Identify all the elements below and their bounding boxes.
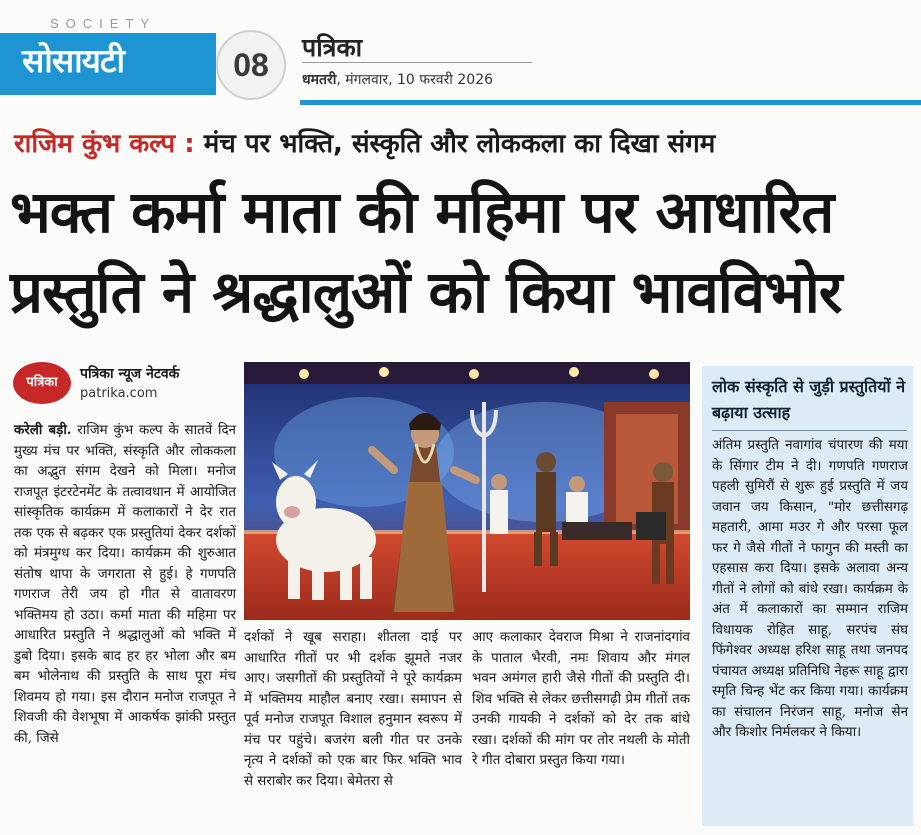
- dateline: [302, 70, 493, 89]
- headline-line-2: प्रस्तुति ने श्रद्धालुओं को किया भावविभोर: [10, 258, 842, 326]
- sidebar-divider: [712, 430, 907, 431]
- article-column-3: [472, 628, 690, 772]
- sidebar-text: अंतिम प्रस्तुति नवागांव चंपारण की मया के सिंगार टीम ने दी। गणपति गणराज पहली सुमिरौं से शुरू हुई प्रस्तुति में जय जवान जय किसान, "मोर छत्तीसगढ़ महतारी, आमा मउर गे और परसा फूल फर गे जैसे गीतों ने फागुन की मस्ती का एहसास करा दिया। इसके अलावा अन्य गीतों ने लोगों को बांधे रखा। कार्यक्रम के अंत में कलाकारों का सम्मान राजिम विधायक रोहित साहू, सरपंच संघ फिंगेश्वर अध्यक्ष हरिश साहू तथा जनपद पंचायत अध्यक्ष प्रतिनिधि नेहरू साहू द्वारा स्मृति चिन्ह भेंट कर किया गया। कार्यक्रम का संचालन निरंजन साहू, मनोज सेन और किशोर निर्मलकर ने किया।: [712, 438, 908, 740]
- dateline-date: , मंगलवार, 10 फरवरी 2026: [336, 72, 494, 88]
- page-number: 08: [216, 30, 286, 100]
- kicker-text: मंच पर भक्ति, संस्कृति और लोककला का दिखा संगम: [203, 129, 716, 159]
- article-place: करेली बड़ी.: [14, 422, 72, 438]
- section-banner: [0, 33, 216, 95]
- patrika-logo: पत्रिका: [13, 362, 71, 404]
- article-text-1: राजिम कुंभ कल्प के सातवें दिन मुख्य मंच पर भक्ति, संस्कृति और लोककला का अद्भुत संगम देखने को मिला। मनोज राजपूत इंटरटेनमेंट के तत्वावधान में आयोजित सांस्कृतिक कार्यक्रम में कलाकारों ने देर रात तक एक से बढ़कर एक प्रस्तुतियां देकर दर्शकों को मंत्रमुग्ध कर दिया। कार्यक्रम की शुरुआत संतोष थापा के जगराता से हुई। हे गणपति गणराज तेरी जय हो गीत से वातावरण भक्तिमय हो उठा। कर्मा माता की महिमा पर आधारित प्रस्तुति ने श्रद्धालुओं को भक्ति में डुबो दिया। इसके बाद हर हर भोला और बम बम भोलेनाथ की प्रस्तुति के साथ पूरा मंच शिवमय हो गया। इस दौरान मनोज राजपूत ने शिवजी की वेशभूषा में आकर्षक झांकी प्रस्तुत की, जिसे: [14, 423, 236, 746]
- sidebar-heading: लोक संस्कृति से जुड़ी प्रस्तुतियों ने बढ़ाया उत्साह: [712, 377, 906, 422]
- headline-line-1: भक्त कर्मा माता की महिमा पर आधारित: [10, 178, 834, 246]
- article-text-2: दर्शकों ने खूब सराहा। शीतला दाई पर आधारित गीतों पर भी दर्शक झूमते नजर आए। जसगीतों की प्रस्तुतियों ने पूरे कार्यक्रम में भक्तिमय माहौल बनाए रखा। समापन से पूर्व मनोज राजपूत विशाल हनुमान स्वरूप में मंच पर पहुंचे। बजरंग बली गीत पर उनके नृत्य ने दर्शकों को एक बार फिर भक्ति भाव से सराबोर कर दिया। बेमेतरा से: [244, 630, 462, 789]
- masthead-rule: [300, 100, 921, 105]
- masthead-divider: [302, 62, 532, 63]
- dateline-city: धमतरी: [302, 72, 337, 88]
- byline-url: patrika.com: [80, 386, 158, 401]
- article-column-1: [14, 420, 236, 749]
- article-text-3: आए कलाकार देवराज मिश्रा ने राजनांदगांव के पाताल भैरवी, नमः शिवाय और मंगल भवन अमंगल हारी जैसे गीतों की प्रस्तुति दी। शिव भक्ति से लेकर छत्तीसगढ़ी प्रेम गीतों तक उनकी गायकी ने दर्शकों को देर तक बांधे रखा। दर्शकों की मांग पर तोर नथली के मोती रे गीत दोबारा प्रस्तुत किया गया।: [472, 630, 690, 768]
- kicker-label: राजिम कुंभ कल्प :: [14, 129, 195, 159]
- section-label-hindi: सोसायटी: [22, 41, 125, 80]
- newspaper-brand: पत्रिका: [302, 33, 363, 62]
- headline: [10, 172, 915, 332]
- byline-name: पत्रिका न्यूज नेटवर्क: [80, 366, 180, 382]
- article-column-2: [244, 628, 462, 792]
- stage-performance-photo: [244, 362, 690, 620]
- photo-illustration: [244, 362, 690, 620]
- sidebar-column: [712, 436, 908, 744]
- section-label-english: SOCIETY: [50, 16, 157, 31]
- kicker: [14, 124, 715, 160]
